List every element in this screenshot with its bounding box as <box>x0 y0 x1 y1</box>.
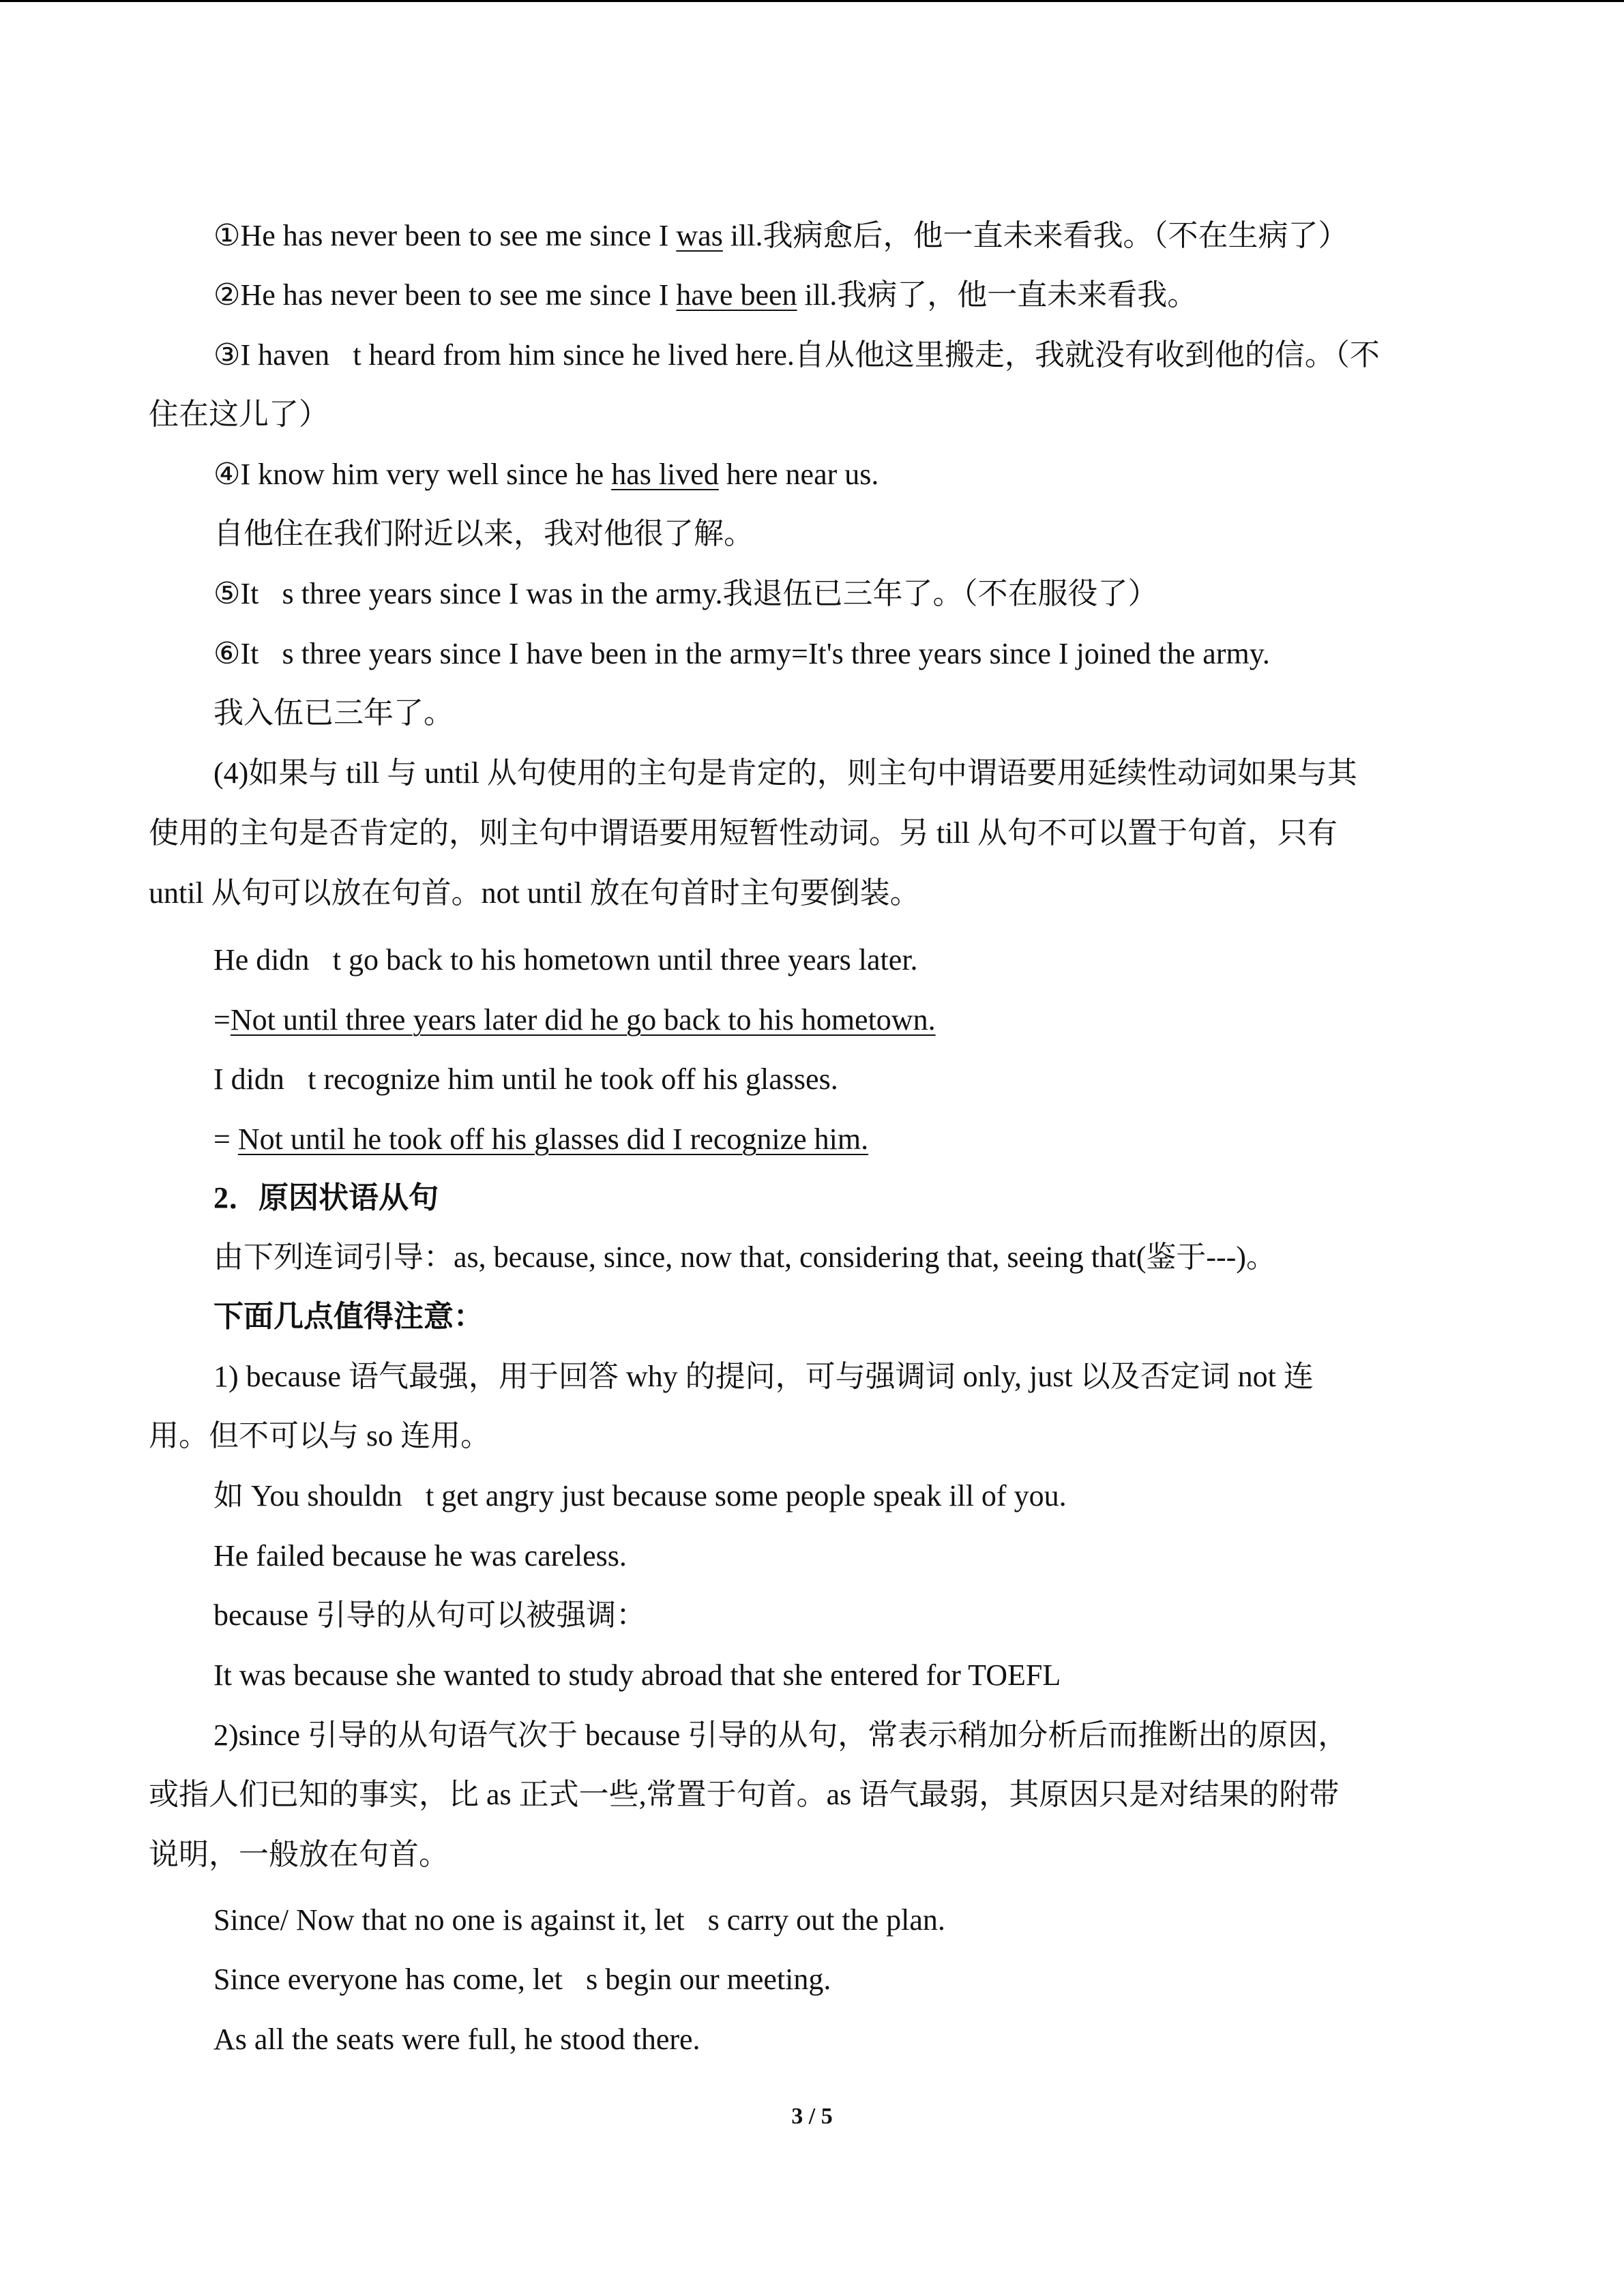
conjunctions-line: 由下列连词引导：as, because, since, now that, considering that, seeing that(鉴于---)。 <box>213 1240 1276 1274</box>
because-example-1: 如 You shouldn t get angry just because some people speak ill of you. <box>213 1479 1067 1512</box>
example-line-4-translation: 自他住在我们附近以来，我对他很了解。 <box>213 517 754 550</box>
since-example-2: Since everyone has come, let s begin our meeting. <box>213 1963 831 1996</box>
since-rule-line-1: 2)since 引导的从句语气次于 because 引导的从句，常表示稍加分析后而推断出的原因， <box>213 1718 1348 1752</box>
example-line-3-cont: 住在这儿了） <box>149 398 329 431</box>
example-line-6-translation: 我入伍已三年了。 <box>213 696 454 730</box>
because-example-2: He failed because he was careless. <box>213 1539 627 1572</box>
because-emphasis-example: It was because she wanted to study abroad that she entered for TOEFL <box>213 1658 1061 1692</box>
since-example-1: Since/ Now that no one is against it, let s carry out the plan. <box>213 1903 945 1937</box>
because-rule-line-1: 1) because 语气最强，用于回答 why 的提问，可与强调词 only, just 以及否定词 not 连 <box>213 1360 1314 1393</box>
until-example-1: He didn t go back to his hometown until three years later. <box>213 943 918 976</box>
rule-paragraph-line-1: (4)如果与 till 与 until 从句使用的主句是肯定的，则主句中谓语要用延续性动词如果与其 <box>213 756 1357 790</box>
section-heading: 2．原因状语从句 <box>213 1181 439 1214</box>
example-line-3: ③I haven t heard from him since he lived here.自从他这里搬走，我就没有收到他的信。（不 <box>213 338 1380 372</box>
until-example-2: I didn t recognize him until he took off his glasses. <box>213 1062 838 1096</box>
until-example-2-inverted: = Not until he took off his glasses did I recognize him. <box>213 1122 869 1156</box>
example-line-5: ⑤It s three years since I was in the army.我退伍已三年了。（不在服役了） <box>213 577 1158 610</box>
until-example-1-inverted: =Not until three years later did he go back to his hometown. <box>213 1003 936 1037</box>
page-number: 3 / 5 <box>791 2104 833 2129</box>
as-example: As all the seats were full, he stood there. <box>213 2023 700 2056</box>
since-rule-line-2: 或指人们已知的事实，比 as 正式一些,常置于句首。as 语气最弱，其原因只是对结果的附带 <box>149 1778 1340 1811</box>
notes-heading: 下面几点值得注意： <box>213 1300 484 1333</box>
rule-paragraph-line-2: 使用的主句是否肯定的，则主句中谓语要用短暂性动词。另 till 从句不可以置于句首，只有 <box>149 816 1338 850</box>
example-line-4: ④I know him very well since he has lived here near us. <box>213 458 879 491</box>
since-rule-line-3: 说明，一般放在句首。 <box>149 1838 449 1871</box>
because-emphasis-note: because 引导的从句可以被强调： <box>213 1598 647 1632</box>
example-line-2: ②He has never been to see me since I have been ill.我病了，他一直未来看我。 <box>213 278 1198 312</box>
example-line-6: ⑥It s three years since I have been in the army=It's three years since I joined the army. <box>213 637 1270 670</box>
because-rule-line-2: 用。但不可以与 so 连用。 <box>149 1419 491 1452</box>
rule-paragraph-line-3: until 从句可以放在句首。not until 放在句首时主句要倒装。 <box>149 876 920 910</box>
example-line-1: ①He has never been to see me since I was ill.我病愈后，他一直未来看我。（不在生病了） <box>213 219 1348 252</box>
